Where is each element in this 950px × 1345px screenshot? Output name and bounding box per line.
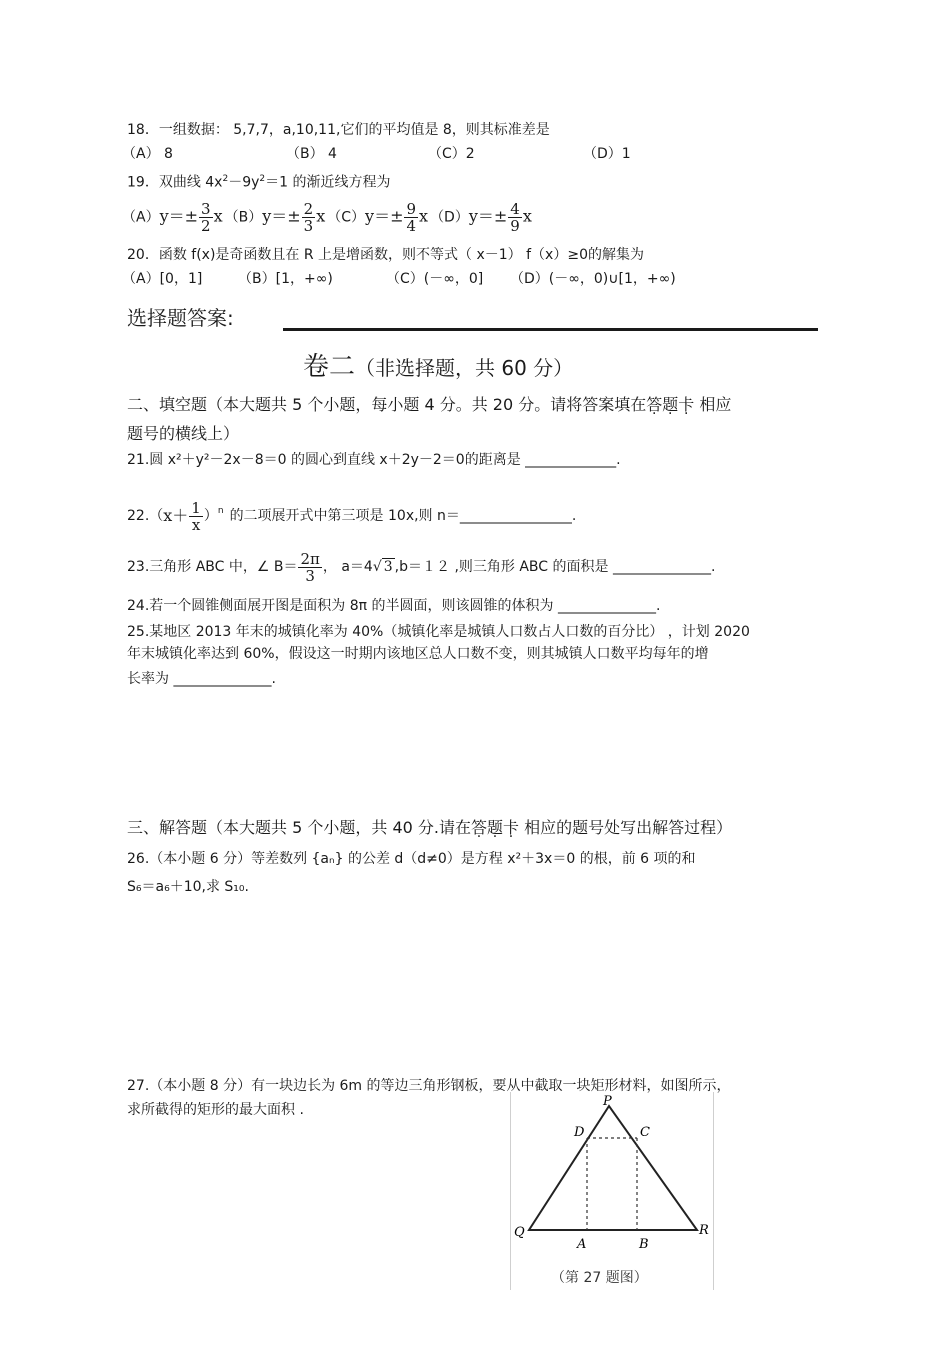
q25-line2: 年末城镇化率达到 60%，假设这一时期内该地区总人口数不变，则其城镇人口数平均每年的增: [127, 646, 709, 662]
label-q: Q: [514, 1225, 525, 1240]
q20-option-c: （C）(－∞，0]: [386, 271, 484, 287]
q23: 23.三角形 ABC 中，∠ B＝ $\frac{2\pi}{3}$ ， a＝4 √ 3 ,b＝１２ ,则三角形 ABC 的面积是 ______________.: [127, 549, 716, 585]
sqrt-3: √ 3: [372, 559, 393, 575]
label-a: A: [577, 1237, 587, 1252]
q27-line2: 求所截得的矩形的最大面积 .: [127, 1102, 304, 1118]
q18-stem: 18．一组数据： 5,7,7，a,10,11,它们的平均值是 8，则其标准差是: [127, 122, 550, 138]
q19-frac-d: $\frac{4}{9}$: [510, 199, 520, 235]
triangle-figure: [511, 1092, 713, 1290]
q19-frac-b: $\frac{2}{3}$: [303, 199, 314, 235]
figure-caption: （第 27 题图）: [551, 1270, 648, 1286]
q18-option-d: （D）1: [583, 146, 631, 162]
q19-frac-c: $\frac{9}{4}$: [406, 199, 417, 235]
triangle-pqr: [529, 1106, 697, 1230]
answer-line: [283, 328, 818, 331]
q19-option-a: （A）y＝± $\frac{3}{2}$ x: [122, 199, 223, 235]
label-c: C: [640, 1125, 650, 1140]
answer-label: 选择题答案:: [127, 306, 234, 330]
q19-stem: 19．双曲线 $4x^2-9y^2=1$ 的渐近线方程为: [127, 174, 391, 191]
part2-subtitle: （非选择题，共 60 分）: [355, 356, 574, 380]
q20-option-d: （D）(－∞，0)∪[1，+∞): [510, 271, 676, 287]
q20-stem: 20．函数 f(x)是奇函数且在 R 上是增函数，则不等式（ x－1） f（x）≥0的解集为: [127, 247, 644, 263]
q26-line1: 26.（本小题 6 分）等差数列 {aₙ} 的公差 d（d≠0）是方程 x²＋3x＝0 的根，前 6 项的和: [127, 851, 696, 867]
q25-line3: 长率为 ______________.: [127, 671, 276, 687]
q18-option-b: （B） 4: [286, 146, 337, 162]
label-p: P: [603, 1094, 612, 1109]
q26-line2: S₆＝a₆＋10,求 S₁₀.: [127, 879, 249, 895]
q19-option-b: （B）y＝± $\frac{2}{3}$ x: [224, 199, 326, 235]
section2-header-line1: 二、填空题（本大题共 5 个小题，每小题 4 分。共 20 分。请将答案填在答题卡 相应: [127, 395, 732, 414]
figure-27: [510, 1092, 714, 1290]
q24: 24.若一个圆锥侧面展开图是面积为 8π 的半圆面，则该圆锥的体积为 ______________.: [127, 598, 661, 614]
q19-option-c: （C）y＝± $\frac{9}{4}$ x: [327, 199, 429, 235]
q21: 21.圆 x²＋y²－2x－8＝0 的圆心到直线 x＋2y－2＝0的距离是 _____________.: [127, 452, 621, 468]
part2-title: 卷二: [303, 352, 356, 382]
q19-option-d: （D）y＝± $\frac{4}{9}$ x: [430, 199, 532, 235]
section2-header-line2: 题号的横线上）: [127, 424, 240, 443]
q19-options: [122, 197, 532, 237]
q19-frac-a: $\frac{3}{2}$: [201, 199, 211, 235]
section3-header: 三、解答题（本大题共 5 个小题，共 40 分.请在答题卡 相应的题号处写出解答过程）: [127, 818, 733, 837]
label-d: D: [574, 1125, 585, 1140]
q27-line1: 27.（本小题 8 分）有一块边长为 6m 的等边三角形钢板，要从中截取一块矩形材料，如图所示，: [127, 1078, 731, 1094]
q25-line1: 25.某地区 2013 年末的城镇化率为 40%（城镇化率是城镇人口数占人口数的百分比） ，计划 2020: [127, 624, 750, 640]
q22: 22.（ x＋ $\frac{1}{x}$ ） $^n$ 的二项展开式中第三项是 10x,则 n＝________________.: [127, 498, 577, 534]
q18-option-c: （C）2: [428, 146, 475, 162]
label-b: B: [639, 1237, 649, 1252]
q20-option-a: （A）[0，1]: [122, 271, 203, 287]
label-r: R: [699, 1223, 709, 1238]
q20-option-b: （B）[1，+∞): [238, 271, 333, 287]
part2-heading: [303, 350, 573, 388]
q18-option-a: （A） 8: [122, 146, 173, 162]
